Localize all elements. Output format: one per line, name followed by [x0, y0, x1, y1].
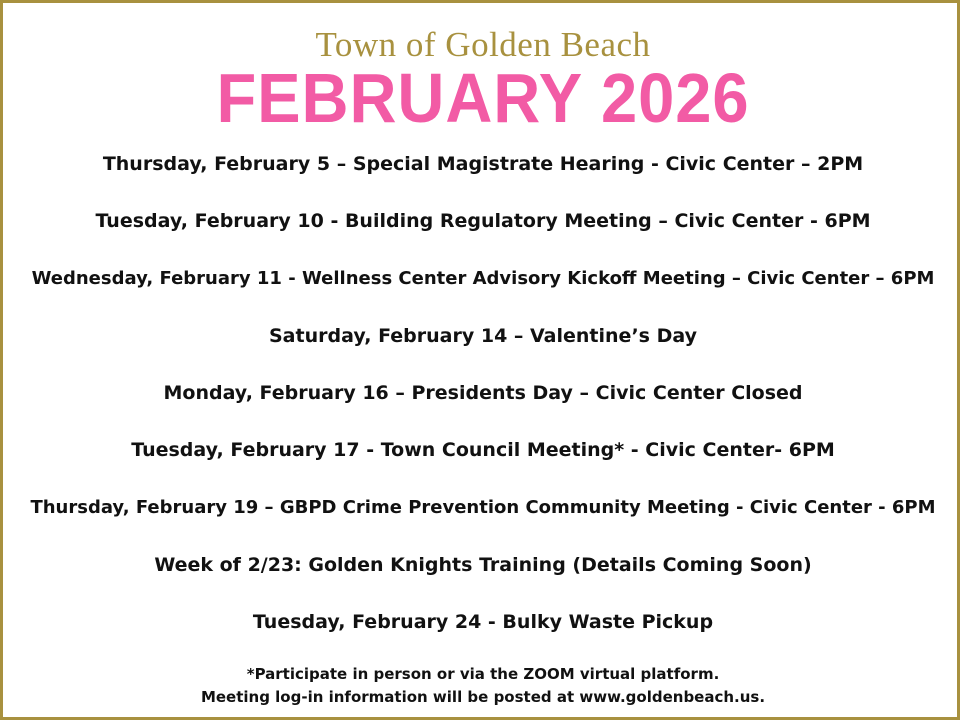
- event-item-feb-17: Tuesday, February 17 - Town Council Meeting* - Civic Center- 6PM: [131, 439, 835, 462]
- event-item-feb-19: Thursday, February 19 – GBPD Crime Prevention Community Meeting - Civic Center - 6PM: [30, 496, 936, 518]
- town-title: Town of Golden Beach: [315, 25, 651, 64]
- month-heading: FEBRUARY 2026: [216, 59, 750, 137]
- footnote: [3, 663, 960, 709]
- event-item-feb-11: Wednesday, February 11 - Wellness Center Advisory Kickoff Meeting – Civic Center – 6PM: [31, 267, 935, 289]
- event-item-feb-16: Monday, February 16 – Presidents Day – Civic Center Closed: [163, 382, 803, 405]
- event-item-week-2-23: Week of 2/23: Golden Knights Training (Details Coming Soon): [154, 554, 812, 577]
- event-item-feb-5: Thursday, February 5 – Special Magistrate Hearing - Civic Center – 2PM: [102, 153, 864, 175]
- event-item-feb-14: Saturday, February 14 – Valentine’s Day: [269, 324, 697, 347]
- footnote-zoom-line: *Participate in person or via the ZOOM virtual platform.: [246, 665, 720, 683]
- footnote-login-line: Meeting log-in information will be posted at www.goldenbeach.us.: [200, 688, 766, 706]
- event-list: [3, 146, 960, 662]
- event-item-feb-24: Tuesday, February 24 - Bulky Waste Pickup: [252, 611, 714, 634]
- event-item-feb-10: Tuesday, February 10 - Building Regulatory Meeting – Civic Center - 6PM: [95, 210, 871, 233]
